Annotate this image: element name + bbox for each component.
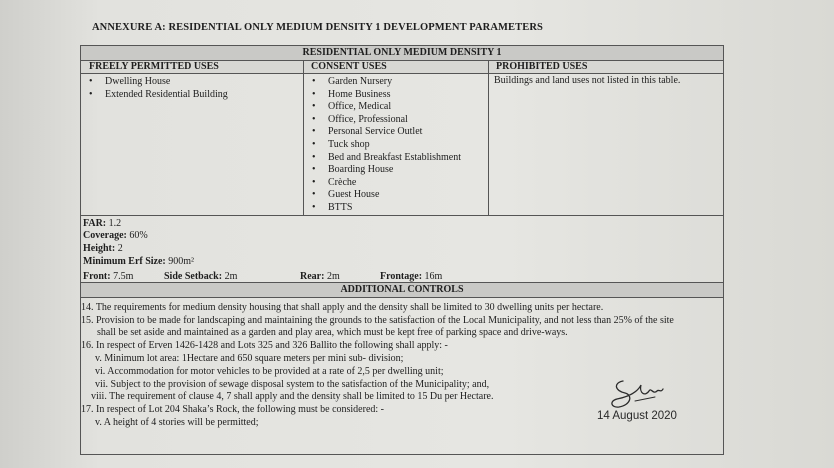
signature-date: 14 August 2020 — [597, 410, 677, 422]
list-item: • Office, Medical — [304, 101, 488, 114]
control-line: 14. The requirements for medium density housing that shall apply and the density shall be limited to 30 dwelling units per hectare. — [81, 301, 604, 313]
consent-uses-cell — [304, 74, 489, 216]
prohibited-text: Buildings and land uses not listed in this table. — [494, 75, 681, 86]
list-item: • Tuck shop — [304, 139, 488, 152]
coverage-param: Coverage: 60% — [83, 229, 148, 241]
control-line: vi. Accommodation for motor vehicles to be provided at a rate of 2,5 per dwelling unit; — [95, 365, 444, 377]
control-line: v. A height of 4 stories will be permitted; — [95, 416, 259, 428]
far-param: FAR: 1.2 — [83, 217, 122, 229]
front-param: Front: 7.5m — [83, 270, 134, 282]
zone-header: RESIDENTIAL ONLY MEDIUM DENSITY 1 — [81, 46, 724, 61]
list-item: • Boarding House — [304, 164, 488, 177]
list-item: • Home Business — [304, 89, 488, 102]
freely-permitted-cell — [81, 74, 304, 216]
control-line: 17. In respect of Lot 204 Shaka’s Rock, the following must be considered: - — [81, 403, 384, 415]
erf-size-param: Minimum Erf Size: 900m² — [83, 255, 195, 267]
freely-permitted-header: FREELY PERMITTED USES — [81, 61, 304, 74]
list-item: • Personal Service Outlet — [304, 126, 488, 139]
consent-uses-header: CONSENT USES — [304, 61, 489, 74]
control-line: 16. In respect of Erven 1426-1428 and Lots 325 and 326 Ballito the following shall apply: - — [81, 339, 448, 351]
height-param: Height: 2 — [83, 242, 123, 254]
list-item: • Dwelling House — [81, 76, 303, 89]
list-item: • Bed and Breakfast Establishment — [304, 152, 488, 165]
control-line: vii. Subject to the provision of sewage disposal system to the satisfaction of the Municipality; and, — [95, 378, 490, 390]
list-item: • BTTS — [304, 202, 488, 215]
side-setback-param: Side Setback: 2m — [164, 270, 238, 282]
list-item: • Garden Nursery — [304, 76, 488, 89]
frontage-param: Frontage: 16m — [380, 270, 443, 282]
additional-controls-header: ADDITIONAL CONTROLS — [81, 282, 724, 297]
list-item: • Crèche — [304, 177, 488, 190]
rear-param: Rear: 2m — [300, 270, 340, 282]
control-line: 15. Provision to be made for landscaping and maintaining the grounds to the satisfaction of the Local Municipality, and not less than 25% of the site — [81, 314, 674, 326]
prohibited-uses-cell — [489, 74, 724, 216]
control-line: shall be set aside and maintained as a garden and play area, which must be kept free of parking space and drive-ways. — [97, 326, 568, 338]
parameters-cell — [81, 215, 724, 282]
list-item: • Extended Residential Building — [81, 89, 303, 102]
control-line: v. Minimum lot area: 1Hectare and 650 square meters per mini sub- division; — [95, 352, 404, 364]
handwritten-signature — [605, 375, 665, 415]
list-item: • Guest House — [304, 189, 488, 202]
list-item: • Office, Professional — [304, 114, 488, 127]
prohibited-uses-header: PROHIBITED USES — [489, 61, 724, 74]
annexure-title: ANNEXURE A: RESIDENTIAL ONLY MEDIUM DENSITY 1 DEVELOPMENT PARAMETERS — [92, 22, 543, 33]
control-line: viii. The requirement of clause 4, 7 shall apply and the density shall be limited to 15 Du per Hectare. — [91, 390, 494, 402]
